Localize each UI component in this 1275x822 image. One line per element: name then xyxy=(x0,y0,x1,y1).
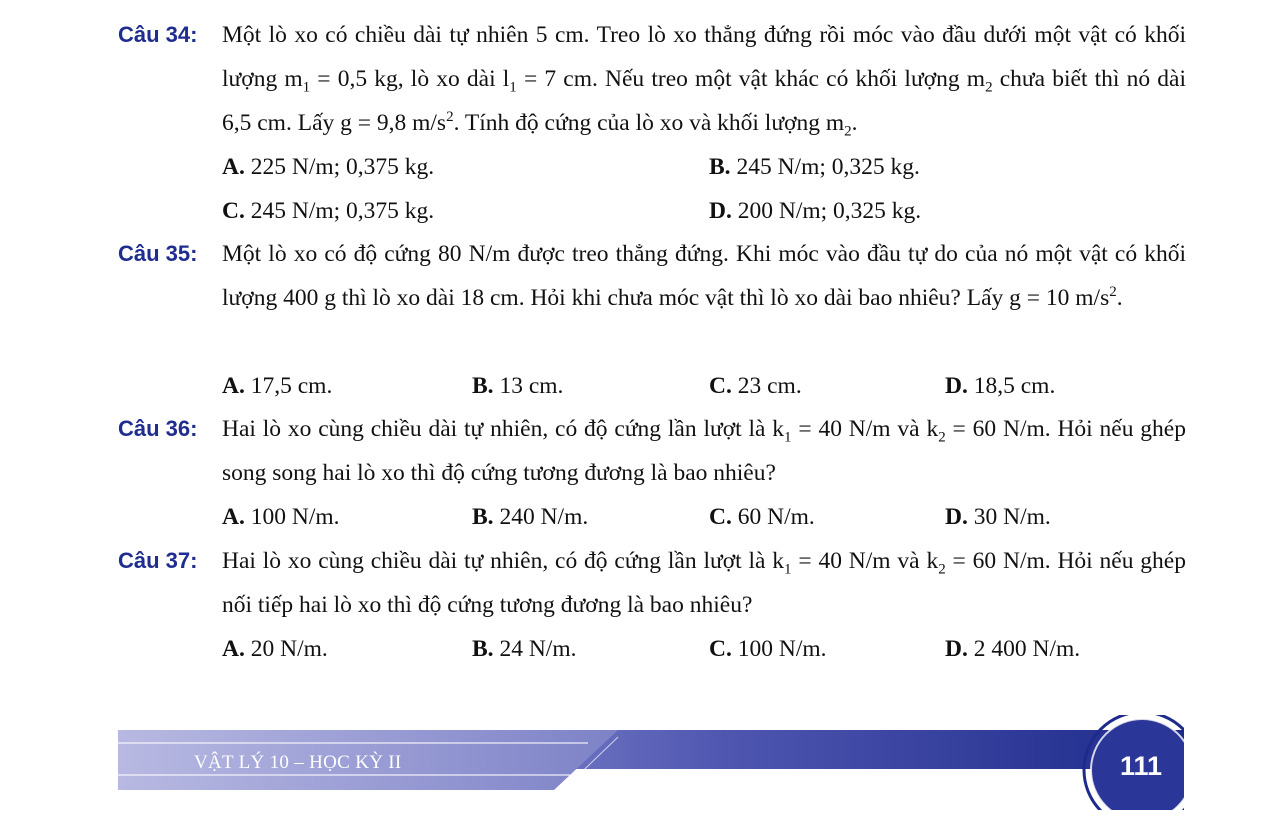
question-34 xyxy=(118,13,1186,229)
option-c[interactable]: C. 60 N/m. xyxy=(709,504,815,530)
option-d[interactable]: D. 18,5 cm. xyxy=(945,373,1056,399)
option-b[interactable]: B. 245 N/m; 0,325 kg. xyxy=(709,154,920,180)
options-row xyxy=(222,364,1186,408)
option-b[interactable]: B. 13 cm. xyxy=(472,373,564,399)
option-b[interactable]: B. 24 N/m. xyxy=(472,636,577,662)
option-a[interactable]: A. 17,5 cm. xyxy=(222,373,333,399)
option-c[interactable]: C. 23 cm. xyxy=(709,373,802,399)
page-number: 111 xyxy=(1119,751,1163,781)
options-row xyxy=(222,627,1186,671)
question-37 xyxy=(118,539,1186,671)
option-d[interactable]: D. 2 400 N/m. xyxy=(945,636,1081,662)
footer-title: VẬT LÝ 10 – HỌC KỲ II xyxy=(194,752,402,773)
option-d[interactable]: D. 200 N/m; 0,325 kg. xyxy=(709,198,922,224)
question-label: Câu 37: xyxy=(118,548,198,573)
option-a[interactable]: A. 20 N/m. xyxy=(222,636,328,662)
option-d[interactable]: D. 30 N/m. xyxy=(945,504,1051,530)
options-row xyxy=(222,495,1186,539)
option-c[interactable]: C. 100 N/m. xyxy=(709,636,827,662)
question-label: Câu 34: xyxy=(118,22,198,47)
question-36 xyxy=(118,407,1186,539)
question-label: Câu 35: xyxy=(118,241,198,266)
option-b[interactable]: B. 240 N/m. xyxy=(472,504,589,530)
option-a[interactable]: A. 100 N/m. xyxy=(222,504,340,530)
cropped-text-line xyxy=(180,0,940,4)
options-row xyxy=(222,145,1186,189)
question-text: Hai lò xo cùng chiều dài tự nhiên, có độ cứng lần lượt là $k_1 = 40$ N/m và $k_2 = 60$ N/m. Hỏi nếu ghép song song hai lò xo thì độ cứng tương đương là bao nhiêu? xyxy=(222,416,1186,486)
question-text: Hai lò xo cùng chiều dài tự nhiên, có độ cứng lần lượt là $k_1 = 40$ N/m và $k_2 = 60$ N/m. Hỏi nếu ghép nối tiếp hai lò xo thì độ cứng tương đương là bao nhiêu? xyxy=(222,548,1186,618)
question-text: Một lò xo có độ cứng 80 N/m được treo thẳng đứng. Khi móc vào đầu tự do của nó một vật có khối lượng 400 g thì lò xo dài 18 cm. Hỏi khi chưa móc vật thì lò xo dài bao nhiêu? Lấy g = 10 $m/s^2$. xyxy=(222,241,1186,311)
question-label: Câu 36: xyxy=(118,416,198,441)
options-row xyxy=(222,189,1186,233)
question-35 xyxy=(118,232,1186,408)
option-c[interactable]: C. 245 N/m; 0,375 kg. xyxy=(222,198,435,224)
question-text: Một lò xo có chiều dài tự nhiên 5 cm. Treo lò xo thẳng đứng rồi móc vào đầu dưới một vật có khối lượng $m_1 = 0,5$ kg, lò xo dài $l_1 = 7$ cm. Nếu treo một vật khác có khối lượng $m_2$ chưa biết thì nó dài 6,5 cm. Lấy g = 9,8 $m/s^2$. Tính độ cứng của lò xo và khối lượng $m_2$. xyxy=(222,22,1186,140)
option-a[interactable]: A. 225 N/m; 0,375 kg. xyxy=(222,154,435,180)
footer-banner xyxy=(118,715,1188,810)
